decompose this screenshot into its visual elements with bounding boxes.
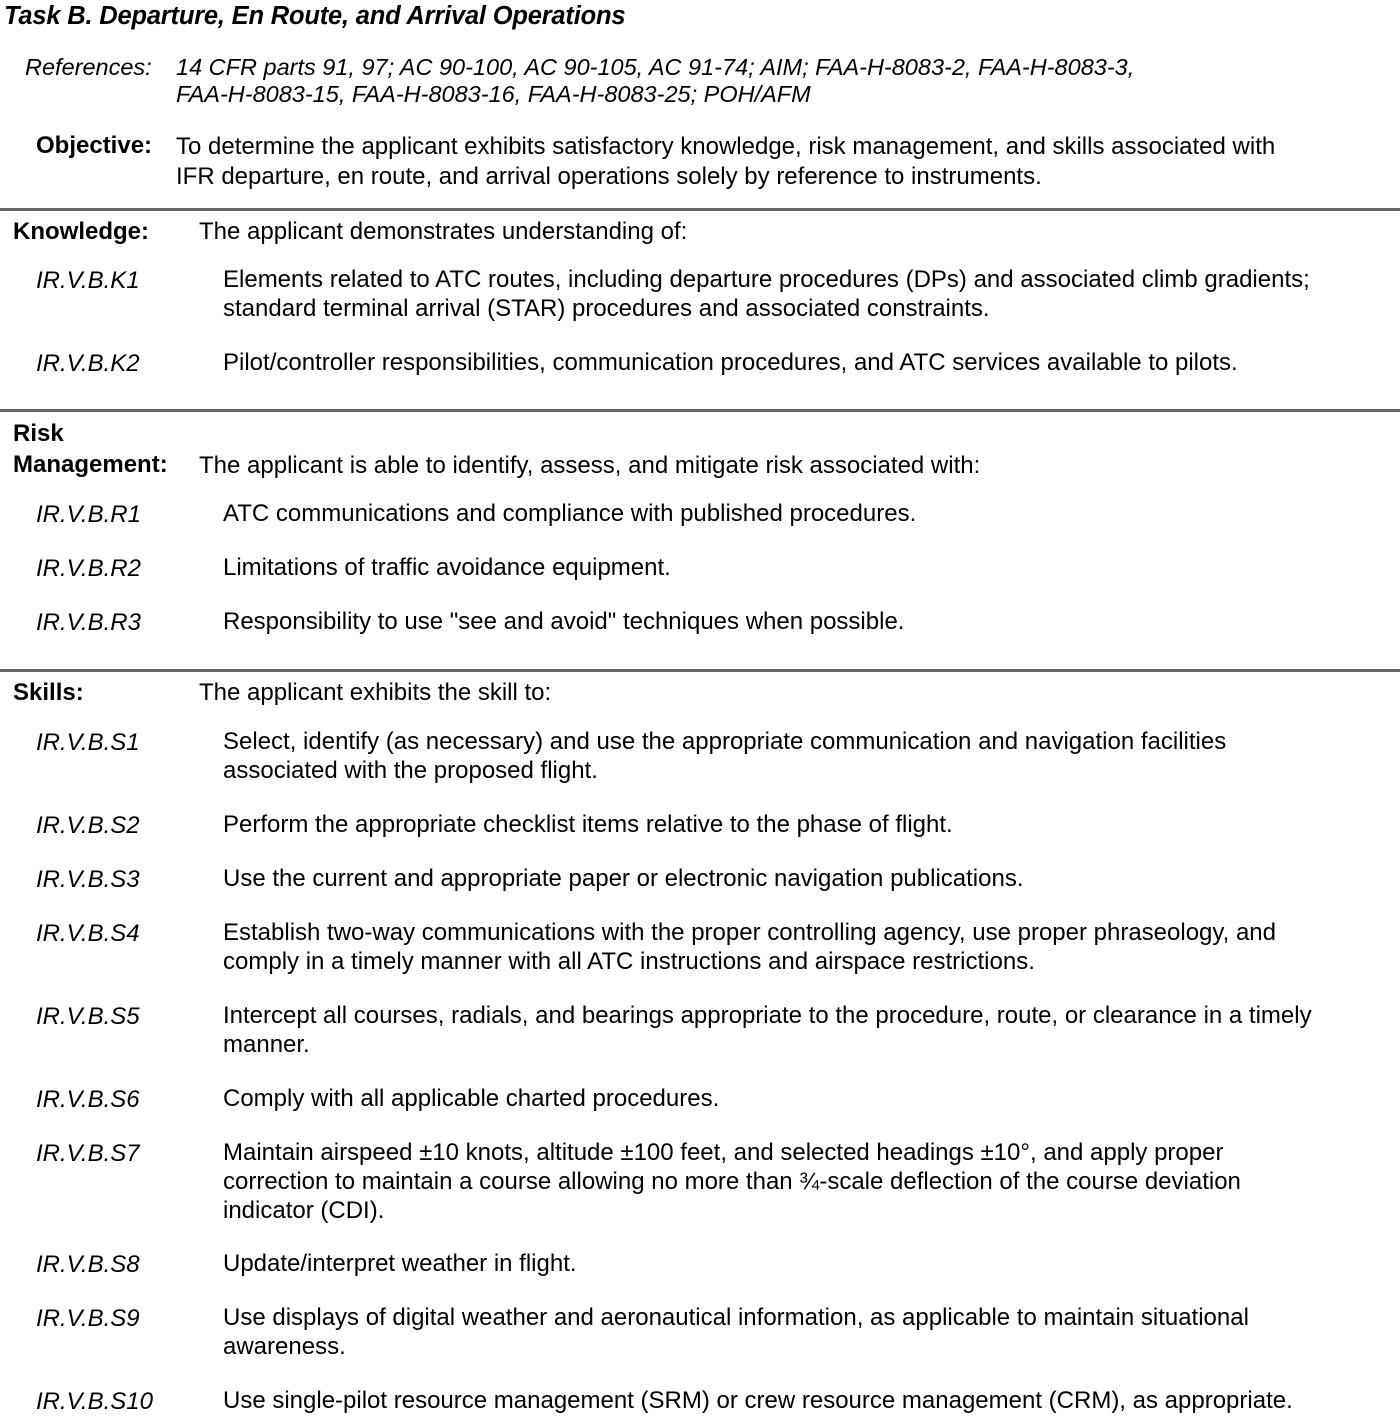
- description-line: indicator (CDI).: [223, 1197, 385, 1224]
- description-line: ATC communications and compliance with published procedures.: [223, 500, 917, 527]
- description-line: Intercept all courses, radials, and bearings appropriate to the procedure, route, or clearance in a timely: [223, 1002, 1312, 1029]
- description-line: Perform the appropriate checklist items relative to the phase of flight.: [223, 811, 953, 838]
- description-line: Select, identify (as necessary) and use the appropriate communication and navigation facilities: [223, 728, 1227, 755]
- item-description: [223, 1303, 1249, 1361]
- objective-line: To determine the applicant exhibits satisfactory knowledge, risk management, and skills associated with: [176, 133, 1276, 160]
- description-line: comply in a timely manner with all ATC instructions and airspace restrictions.: [223, 948, 1035, 975]
- risk-intro: The applicant is able to identify, assess, and mitigate risk associated with:: [199, 452, 981, 479]
- description-line: Limitations of traffic avoidance equipment.: [223, 554, 671, 581]
- risk-label-line: Management:: [13, 451, 168, 478]
- item-code: IR.V.B.S6: [36, 1086, 140, 1113]
- item-code: IR.V.B.S9: [36, 1305, 140, 1332]
- item-code: IR.V.B.S10: [36, 1388, 153, 1415]
- description-line: Update/interpret weather in flight.: [223, 1250, 577, 1277]
- description-line: Use displays of digital weather and aeronautical information, as applicable to maintain situational: [223, 1304, 1249, 1331]
- references-label: References:: [25, 54, 152, 80]
- item-description: [223, 1249, 577, 1278]
- references-line: FAA-H-8083-15, FAA-H-8083-16, FAA-H-8083-25; POH/AFM: [176, 81, 811, 107]
- item-description: [223, 499, 916, 528]
- item-code: IR.V.B.S3: [36, 866, 140, 893]
- item-code: IR.V.B.S1: [36, 729, 140, 756]
- description-line: Comply with all applicable charted procedures.: [223, 1085, 720, 1112]
- description-line: correction to maintain a course allowing no more than ¾-scale deflection of the course deviation: [223, 1168, 1241, 1195]
- objective-text: [176, 132, 1275, 192]
- skills-intro: The applicant exhibits the skill to:: [199, 679, 552, 706]
- item-code: IR.V.B.S5: [36, 1003, 140, 1030]
- task-title: Task B. Departure, En Route, and Arrival Operations: [4, 2, 626, 30]
- item-code: IR.V.B.K2: [36, 350, 140, 377]
- item-code: IR.V.B.S4: [36, 920, 140, 947]
- risk-label-line: Risk: [13, 420, 64, 447]
- item-description: [223, 1138, 1241, 1225]
- item-code: IR.V.B.R2: [36, 555, 141, 582]
- description-line: Establish two-way communications with the proper controlling agency, use proper phraseology, and: [223, 919, 1276, 946]
- item-description: [223, 918, 1276, 976]
- item-code: IR.V.B.R1: [36, 501, 141, 528]
- description-line: associated with the proposed flight.: [223, 757, 598, 784]
- section-divider: [0, 669, 1400, 672]
- risk-label: [13, 418, 168, 480]
- item-description: [223, 727, 1226, 785]
- item-code: IR.V.B.S8: [36, 1251, 140, 1278]
- item-description: [223, 1386, 1293, 1415]
- item-code: IR.V.B.K1: [36, 267, 140, 294]
- description-line: Maintain airspeed ±10 knots, altitude ±100 feet, and selected headings ±10°, and apply proper: [223, 1139, 1224, 1166]
- item-description: [223, 348, 1238, 377]
- description-line: Use the current and appropriate paper or electronic navigation publications.: [223, 865, 1024, 892]
- skills-label: Skills:: [13, 679, 84, 706]
- description-line: Responsibility to use "see and avoid" techniques when possible.: [223, 608, 905, 635]
- item-description: [223, 607, 904, 636]
- section-divider: [0, 208, 1400, 211]
- references-line: 14 CFR parts 91, 97; AC 90-100, AC 90-105, AC 91-74; AIM; FAA-H-8083-2, FAA-H-8083-3,: [176, 54, 1135, 80]
- description-line: awareness.: [223, 1333, 346, 1360]
- item-description: [223, 810, 953, 839]
- section-divider: [0, 409, 1400, 412]
- item-description: [223, 265, 1310, 323]
- item-description: [223, 1084, 719, 1113]
- description-line: Elements related to ATC routes, including departure procedures (DPs) and associated climb gradients;: [223, 266, 1310, 293]
- description-line: Use single-pilot resource management (SRM) or crew resource management (CRM), as appropriate.: [223, 1387, 1293, 1414]
- item-code: IR.V.B.S7: [36, 1140, 140, 1167]
- objective-label: Objective:: [36, 132, 153, 159]
- item-description: [223, 553, 671, 582]
- description-line: Pilot/controller responsibilities, communication procedures, and ATC services available to pilots.: [223, 349, 1238, 376]
- item-description: [223, 1001, 1312, 1059]
- knowledge-intro: The applicant demonstrates understanding of:: [199, 218, 688, 245]
- item-description: [223, 864, 1023, 893]
- objective-line: IFR departure, en route, and arrival operations solely by reference to instruments.: [176, 163, 1042, 190]
- item-code: IR.V.B.R3: [36, 609, 141, 636]
- item-code: IR.V.B.S2: [36, 812, 140, 839]
- knowledge-label: Knowledge:: [13, 218, 149, 245]
- description-line: standard terminal arrival (STAR) procedures and associated constraints.: [223, 295, 990, 322]
- description-line: manner.: [223, 1031, 310, 1058]
- references-text: [176, 54, 1134, 108]
